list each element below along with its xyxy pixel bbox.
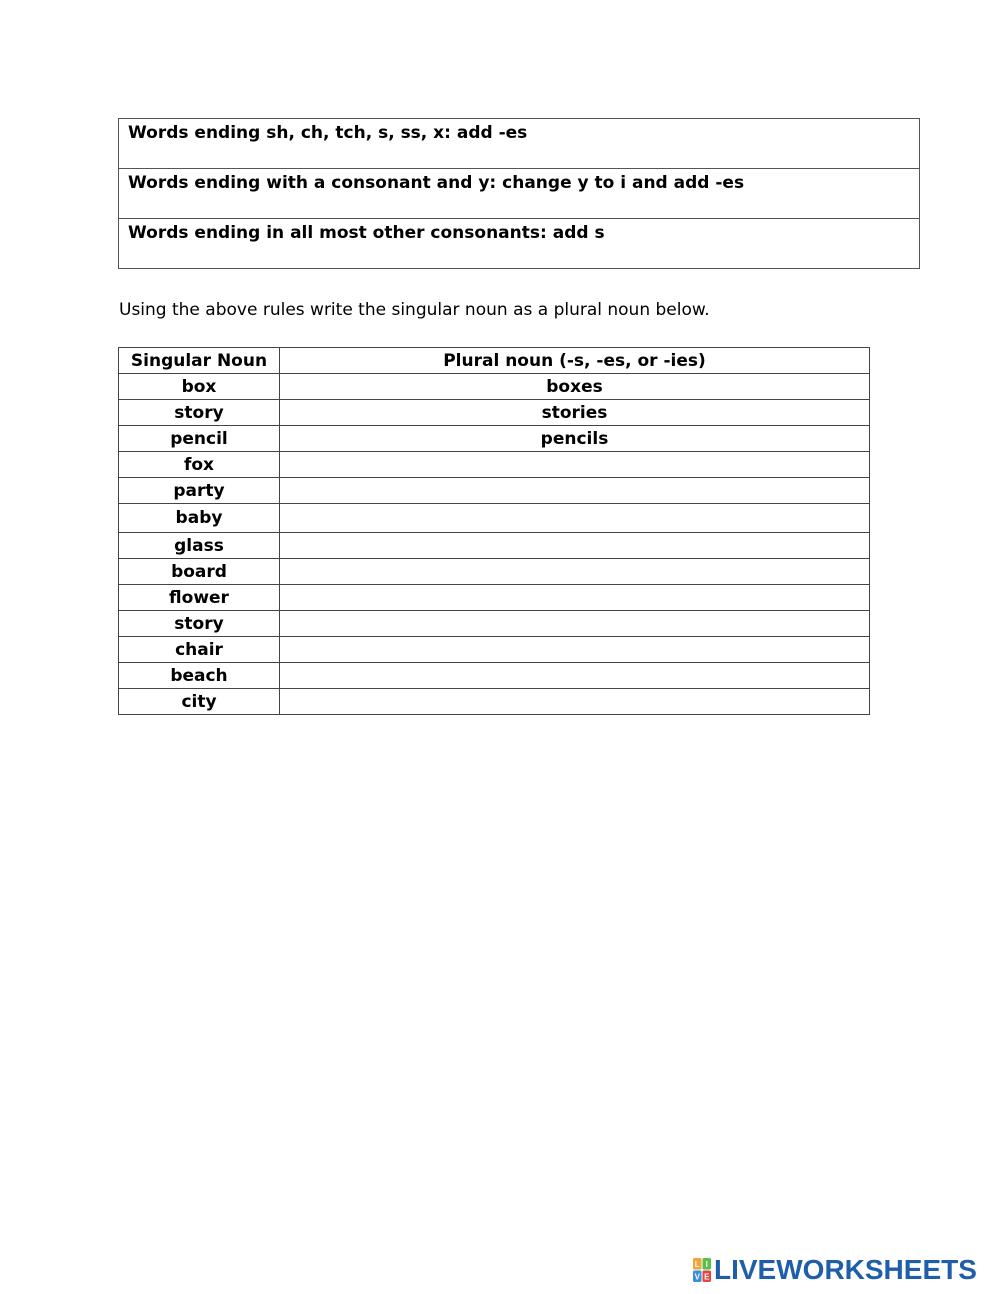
logo-mark-letter: V (694, 1272, 700, 1282)
plural-answer-field[interactable]: boxes (280, 374, 870, 400)
plural-answer-field[interactable] (280, 533, 870, 559)
table-row (119, 452, 870, 478)
liveworksheets-logo (693, 1254, 977, 1285)
singular-noun-header: Singular Noun (119, 348, 280, 374)
rule-row (119, 169, 920, 219)
table-row (119, 478, 870, 504)
plural-answer-field[interactable] (280, 637, 870, 663)
singular-noun-cell: baby (119, 504, 280, 533)
plural-answer-field[interactable] (280, 478, 870, 504)
plural-answer-field[interactable]: pencils (280, 426, 870, 452)
singular-noun-cell: beach (119, 663, 280, 689)
plural-answer-field[interactable] (280, 585, 870, 611)
plural-answer-field[interactable] (280, 663, 870, 689)
singular-noun-cell: glass (119, 533, 280, 559)
singular-noun-cell: story (119, 611, 280, 637)
table-row (119, 663, 870, 689)
logo-mark-letter: I (705, 1260, 708, 1269)
plural-answer-field[interactable] (280, 559, 870, 585)
singular-noun-cell: party (119, 478, 280, 504)
plural-answer-field[interactable] (280, 452, 870, 478)
rule-row (119, 119, 920, 169)
instruction-text: Using the above rules write the singular noun as a plural noun below. (119, 300, 710, 320)
rule-text: Words ending with a consonant and y: change y to i and add -es (119, 169, 920, 219)
plural-answer-field[interactable] (280, 504, 870, 533)
rule-text: Words ending sh, ch, tch, s, ss, x: add -es (119, 119, 920, 169)
table-row (119, 426, 870, 452)
table-row (119, 637, 870, 663)
singular-noun-cell: city (119, 689, 280, 715)
logo-mark-letter: E (704, 1272, 710, 1282)
table-header-row (119, 348, 870, 374)
plural-answer-field[interactable]: stories (280, 400, 870, 426)
table-row (119, 533, 870, 559)
singular-noun-cell: fox (119, 452, 280, 478)
plural-answer-field[interactable] (280, 611, 870, 637)
table-row (119, 400, 870, 426)
table-row (119, 374, 870, 400)
singular-noun-cell: story (119, 400, 280, 426)
table-row (119, 559, 870, 585)
table-row (119, 585, 870, 611)
table-row (119, 611, 870, 637)
rule-row (119, 219, 920, 269)
table-row (119, 689, 870, 715)
singular-noun-cell: pencil (119, 426, 280, 452)
liveworksheets-mark-icon (693, 1258, 711, 1282)
plural-noun-header: Plural noun (-s, -es, or -ies) (280, 348, 870, 374)
logo-mark-letter: L (694, 1260, 700, 1269)
rule-text: Words ending in all most other consonants: add s (119, 219, 920, 269)
singular-noun-cell: chair (119, 637, 280, 663)
singular-noun-cell: board (119, 559, 280, 585)
plural-nouns-table (118, 347, 870, 715)
table-row (119, 504, 870, 533)
plural-answer-field[interactable] (280, 689, 870, 715)
rules-box (118, 118, 920, 269)
singular-noun-cell: box (119, 374, 280, 400)
singular-noun-cell: flower (119, 585, 280, 611)
logo-text: LIVEWORKSHEETS (714, 1254, 977, 1285)
